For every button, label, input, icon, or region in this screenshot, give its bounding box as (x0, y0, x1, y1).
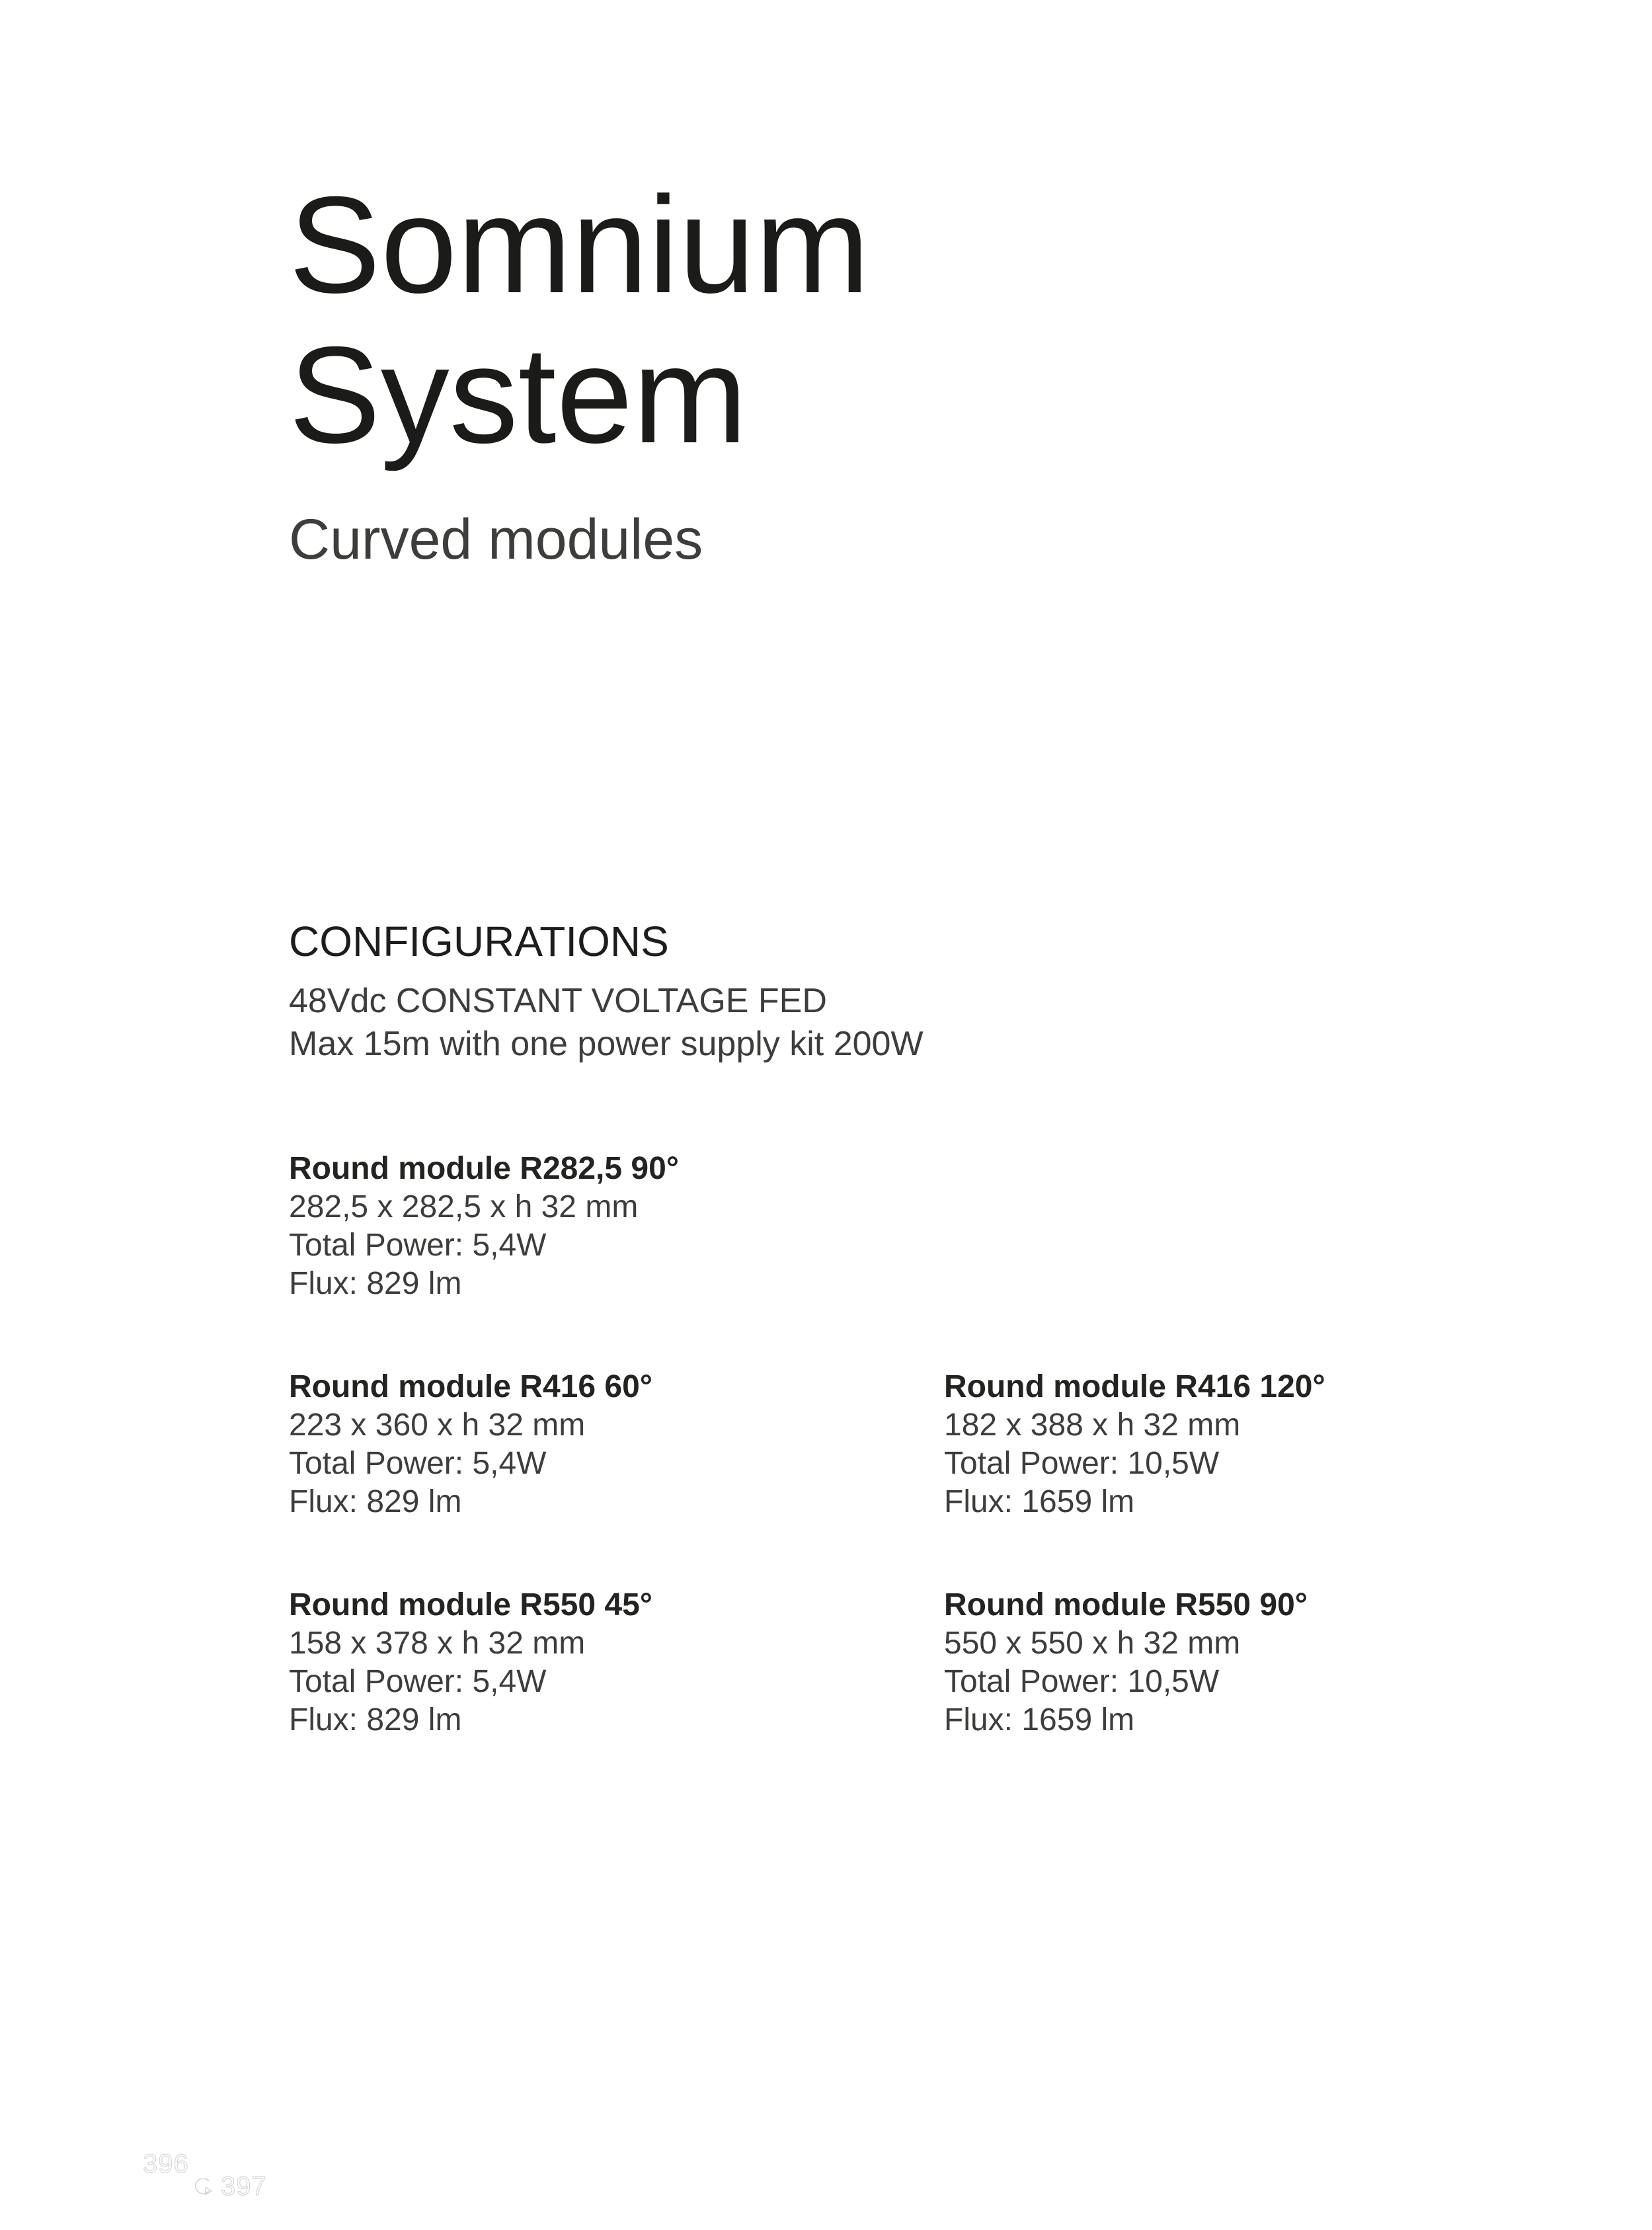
module-name: Round module R282,5 90° (289, 1151, 679, 1186)
page-number-right: 397 (221, 2172, 267, 2201)
page-turn-arrow-icon (190, 2178, 214, 2198)
module-power: Total Power: 5,4W (289, 1228, 547, 1263)
voltage-feed-line: 48Vdc CONSTANT VOLTAGE FED (289, 982, 827, 1020)
module-flux: Flux: 1659 lm (944, 1484, 1135, 1519)
module-dimensions: 282,5 x 282,5 x h 32 mm (289, 1189, 639, 1224)
configurations-heading: CONFIGURATIONS (289, 918, 669, 965)
module-dimensions: 158 x 378 x h 32 mm (289, 1626, 586, 1661)
page-title-line1: Somnium (289, 169, 870, 322)
module-name: Round module R550 45° (289, 1587, 652, 1622)
module-spec-r550-90 (944, 1586, 1308, 1739)
module-dimensions: 182 x 388 x h 32 mm (944, 1408, 1241, 1443)
module-power: Total Power: 5,4W (289, 1446, 547, 1481)
module-power: Total Power: 5,4W (289, 1664, 547, 1699)
module-spec-r282-90 (289, 1150, 679, 1303)
max-run-line: Max 15m with one power supply kit 200W (289, 1025, 924, 1063)
module-flux: Flux: 1659 lm (944, 1702, 1135, 1737)
module-dimensions: 550 x 550 x h 32 mm (944, 1626, 1241, 1661)
module-flux: Flux: 829 lm (289, 1702, 462, 1737)
module-spec-r416-60 (289, 1368, 652, 1521)
page-title (289, 171, 870, 471)
module-spec-r550-45 (289, 1586, 652, 1739)
module-flux: Flux: 829 lm (289, 1266, 462, 1301)
module-name: Round module R416 120° (944, 1369, 1325, 1404)
module-power: Total Power: 10,5W (944, 1446, 1220, 1481)
module-spec-r416-120 (944, 1368, 1325, 1521)
module-name: Round module R550 90° (944, 1587, 1308, 1622)
page-number-left: 396 (143, 2149, 189, 2178)
module-dimensions: 223 x 360 x h 32 mm (289, 1408, 586, 1443)
module-power: Total Power: 10,5W (944, 1664, 1220, 1699)
module-name: Round module R416 60° (289, 1369, 652, 1404)
module-flux: Flux: 829 lm (289, 1484, 462, 1519)
configurations-description (289, 980, 924, 1066)
page-title-line2: System (289, 319, 748, 472)
page-subtitle: Curved modules (289, 508, 703, 571)
